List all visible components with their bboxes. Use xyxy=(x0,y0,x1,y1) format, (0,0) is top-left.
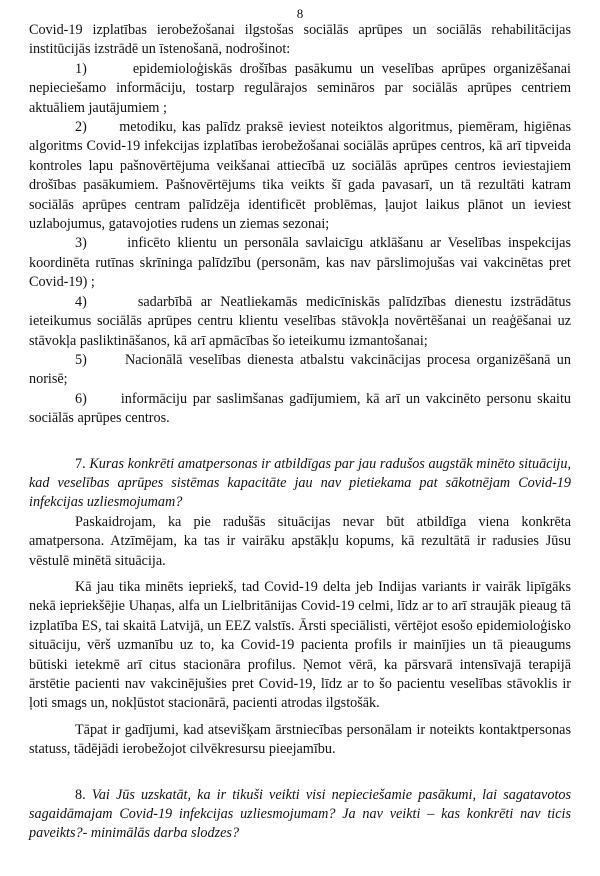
list-item xyxy=(29,351,571,390)
list-item-text: informāciju par saslimšanas gadījumiem, kā arī un vakcinēto personu skaitu sociālās aprūpes centros. xyxy=(29,390,572,427)
list-item-text: Nacionālā veselības dienesta atbalstu vakcinācijas procesa organizēšanā un norisē; xyxy=(29,351,571,388)
list-item-number: 4) xyxy=(75,293,87,310)
list-item-number: 2) xyxy=(75,119,87,136)
list-item-number: 1) xyxy=(75,60,87,77)
list-item xyxy=(29,390,571,429)
question-8 xyxy=(29,786,571,844)
body-text xyxy=(29,21,571,844)
list-item-text: epidemioloģiskās drošības pasākumu un veselības aprūpes organizēšanai nepieciešamo informāciju, tostarp regulārajos semināros par sociālās aprūpes centriem aktuāliem jautājumiem ; xyxy=(29,60,571,116)
list-item-number: 6) xyxy=(75,390,87,407)
question-8-text: Vai Jūs uzskatāt, ka ir tikuši veikti visi nepieciešamie pasākumi, lai sagatavotos sagaidāmajam Covid-19 infekcijas uzliesmojumam? Ja nav veikti – kas konkrēti nav ticis paveikts?- minimālās darba slodzes? xyxy=(29,786,572,842)
question-7-number: 7. xyxy=(75,455,86,472)
list-item-text: metodiku, kas palīdz praksē ieviest noteiktos algoritmus, piemēram, higiēnas algoritms Covid-19 infekcijas izplatības ierobežošanai sociālās aprūpes centros, kā arī tipveida kontroles lapu pašnovērtējuma veikšanai attiecībā uz sociālās aprūpes centros ieviestajiem drošības pasākumiem. Pašnovērtējums tika veikts šī gada pavasarī, un tā rezultāti katram sociālās aprūpes centram palīdzēja identificēt problēmas, ļaujot laikus plānot un ieviest uzlabojumus, gatavojoties rudens un ziemas sezonai; xyxy=(29,119,572,233)
list-item xyxy=(29,118,571,234)
question-8-number: 8. xyxy=(75,786,86,803)
list-item xyxy=(29,60,571,118)
answer-7-paragraph-1: Paskaidrojam, ka pie radušās situācijas nevar būt atbildīga viena konkrēta amatpersona. Atzīmējam, ka tas ir vairāku apstākļu kopums, kā rezultātā ir radusies Jūsu vēstulē minētā situācija. xyxy=(29,513,571,569)
page-number: 8 xyxy=(296,6,304,21)
list-item-number: 5) xyxy=(75,351,87,368)
intro-paragraph: Covid-19 izplatības ierobežošanai ilgstošas sociālās aprūpes un sociālās rehabilitācijas institūcijās izstrādē un īstenošanā, nodrošinot: xyxy=(29,22,571,58)
list-item-number: 3) xyxy=(75,235,87,252)
answer-7-paragraph-3: Tāpat ir gadījumi, kad atsevišķam ārstniecības personālam ir noteikts kontaktpersonas statuss, tādējādi ierobežojot cilvēkresursu pieejamību. xyxy=(29,721,571,758)
question-7-text: Kuras konkrēti amatpersonas ir atbildīgas par jau radušos augstāk minēto situāciju, kad veselības aprūpes sistēmas kapacitāte jau nav pietiekama pat sākotnējam Covid-19 infekcijas uzliesmojumam? xyxy=(29,455,572,511)
list-item xyxy=(29,293,571,351)
question-7 xyxy=(29,455,571,513)
answer-7-paragraph-2: Kā jau tika minēts iepriekš, tad Covid-19 delta jeb Indijas variants ir vairāk lipīgāks nekā iepriekšējie Uhaņas, alfa un Lielbritānijas Covid-19 celmi, līdz ar to arī straujāk pieaug tā izplatība ES, tai skaitā Latvijā, un EEZ valstīs. Ārsti speciālisti, vērtējot esošo epidemioloģisko situāciju, vērš uzmanību uz to, ka Covid-19 pacienta profils ir mainījies un tā pieaugums būtiski ietekmē arī citus stacionāra profilus. Ņemot vērā, ka pārsvarā intensīvajā terapijā ārstētie pacienti nav vakcinējušies pret Covid-19, līdz ar to šo pacientu veselības stāvoklis ir ļoti smags un, nokļūstot stacionārā, pacienti atrodas ilgstošāk. xyxy=(29,578,571,712)
list-item-text: inficēto klientu un personāla savlaicīgu atklāšanu ar Veselības inspekcijas koordinēta rutīnas skrīninga palīdzību (personām, kas nav pārslimojušas vai vakcinētas pret Covid-19) ; xyxy=(29,235,571,291)
list-item-text: sadarbībā ar Neatliekamās medicīniskās palīdzības dienestu izstrādātus ieteikumus sociālās aprūpes centru klientu veselības stāvokļa novērtēšanai un reaģēšanai uz stāvokļa pasliktināšanos, kā arī apmācības šo ieteikumu izmantošanai; xyxy=(29,293,571,349)
list-item xyxy=(29,234,571,292)
